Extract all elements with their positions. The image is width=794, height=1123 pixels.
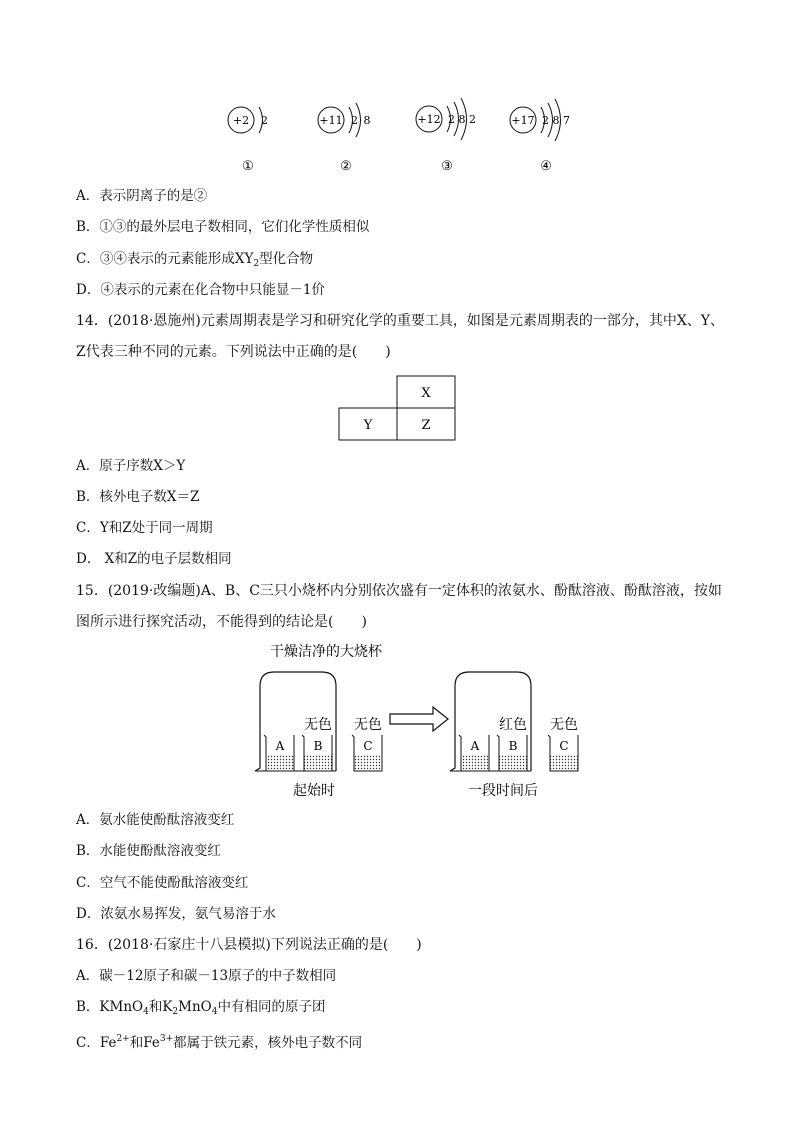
beaker-b-end <box>497 735 527 771</box>
atom-diagram-4 <box>510 99 570 174</box>
q13-option-a: A．表示阴离子的是② <box>76 188 208 204</box>
atom-2-shells: 2 8 <box>351 114 372 127</box>
q16-stem: 16．(2018·石家庄十八县模拟)下列说法正确的是( ) <box>76 937 422 953</box>
q16-option-c: C．$Fe^{2+}$和$Fe^{3+}$都属于铁元素，核外电子数不同 <box>76 1034 363 1051</box>
q15-stem-line1: 15．(2019·改编题)A、B、C三只小烧杯内分别依次盛有一定体积的浓氨水、酚酞溶液、酚酞溶液，按如 <box>76 583 722 599</box>
q14-option-c: C．Y和Z处于同一周期 <box>76 520 213 536</box>
arrow-icon <box>390 707 448 731</box>
start-c-color: 无色 <box>354 717 382 733</box>
atom-4-label: ④ <box>540 159 552 174</box>
atom-3-nucleus: +12 <box>417 113 441 126</box>
end-b-color: 红色 <box>499 717 527 733</box>
q14-option-b: B．核外电子数X＝Z <box>76 489 200 505</box>
atom-4-nucleus: +17 <box>511 114 535 127</box>
atom-diagram-3 <box>416 98 476 174</box>
end-c-color: 无色 <box>550 717 578 733</box>
q14-stem-line2: Z代表三种不同的元素。下列说法中正确的是( ) <box>76 344 391 360</box>
q15-option-a: A．氨水能使酚酞溶液变红 <box>76 812 235 828</box>
atom-1-label: ① <box>242 159 254 174</box>
q16-option-a: A．碳－12原子和碳－13原子的中子数相同 <box>76 968 337 984</box>
cell-z: Z <box>421 418 431 433</box>
beaker-experiment-figure <box>240 638 590 804</box>
end-caption: 一段时间后 <box>468 783 538 799</box>
beaker-a-end <box>459 735 489 771</box>
beaker-a-start-label: A <box>275 739 285 753</box>
q13-option-d: D．④表示的元素在化合物中只能显－1价 <box>76 282 325 298</box>
atom-1-nucleus: +2 <box>232 114 250 127</box>
q15-option-b: B．水能使酚酞溶液变红 <box>76 843 221 859</box>
periodic-table-fragment <box>337 375 459 443</box>
q14-stem-line1: 14．(2018·恩施州)元素周期表是学习和研究化学的重要工具，如图是元素周期表的一部分，其中X、Y、 <box>76 313 725 329</box>
beaker-c-end-label: C <box>559 739 569 753</box>
q14-option-a: A．原子序数X＞Y <box>76 458 186 474</box>
beaker-a-end-label: A <box>470 739 480 753</box>
q15-stem-line2: 图所示进行探究活动，不能得到的结论是( ) <box>76 614 367 630</box>
q16-option-b: B．KMnO$_4$和$K_2MnO_4$中有相同的原子团 <box>76 999 326 1017</box>
atom-diagram-1 <box>228 107 268 174</box>
beaker-b-end-label: B <box>508 739 518 753</box>
beaker-c-end <box>548 735 578 771</box>
beaker-c-start-label: C <box>363 739 373 753</box>
start-b-color: 无色 <box>304 717 332 733</box>
beaker-b-start <box>302 735 332 771</box>
beaker-c-start <box>352 735 382 771</box>
atom-structure-diagrams <box>215 92 585 180</box>
beaker-a-start <box>264 735 294 771</box>
atom-2-label: ② <box>340 159 352 174</box>
beaker-b-start-label: B <box>313 739 323 753</box>
q15-option-c: C．空气不能使酚酞溶液变红 <box>76 875 249 891</box>
big-beaker-label: 干燥洁净的大烧杯 <box>270 644 382 660</box>
atom-3-label: ③ <box>441 159 453 174</box>
atom-diagram-2 <box>318 103 372 174</box>
q13-option-c: C．③④表示的元素能形成$XY_2$型化合物 <box>76 251 314 269</box>
q13-option-b: B．①③的最外层电子数相同，它们化学性质相似 <box>76 219 370 235</box>
cell-y: Y <box>363 418 373 433</box>
atom-4-shells: 2 8 7 <box>542 114 570 127</box>
q15-option-d: D．浓氨水易挥发，氨气易溶于水 <box>76 906 276 922</box>
atom-1-shells: 2 <box>261 114 268 127</box>
q14-option-d: D． X和Z的电子层数相同 <box>76 551 232 567</box>
start-caption: 起始时 <box>293 783 335 799</box>
atom-3-shells: 2 8 2 <box>448 113 476 126</box>
atom-2-nucleus: +11 <box>319 114 343 127</box>
cell-x: X <box>421 386 431 401</box>
